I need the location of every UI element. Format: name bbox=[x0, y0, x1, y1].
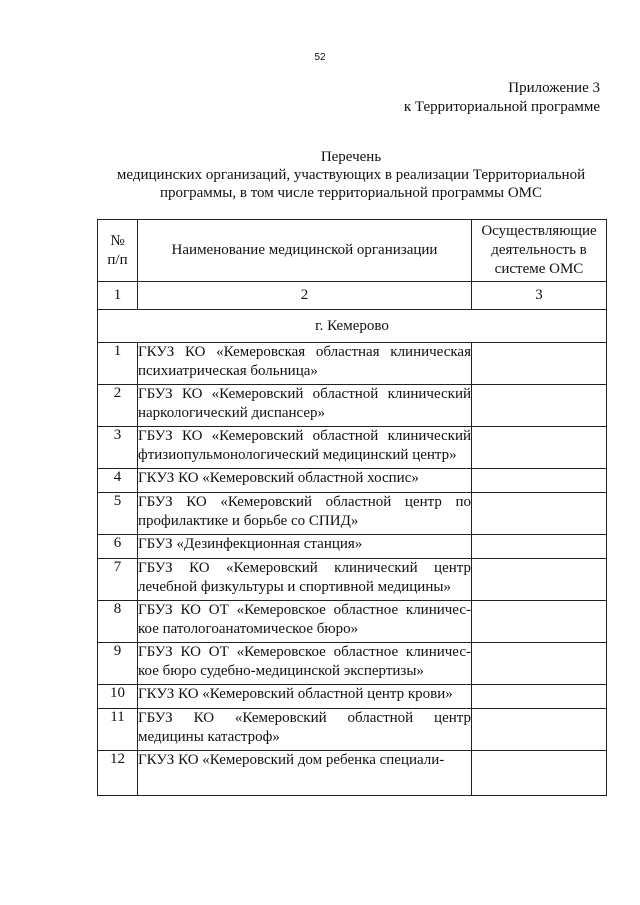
oms-cell bbox=[472, 469, 607, 493]
oms-cell bbox=[472, 685, 607, 709]
oms-cell bbox=[472, 559, 607, 601]
table-row bbox=[98, 601, 607, 643]
column-number: 1 bbox=[98, 282, 138, 310]
table-row bbox=[98, 559, 607, 601]
oms-cell bbox=[472, 493, 607, 535]
table-header-row bbox=[98, 220, 607, 282]
appendix-line-1: Приложение 3 bbox=[508, 80, 600, 96]
appendix-header bbox=[404, 79, 600, 117]
organization-name: ГБУЗ КО «Кемеровский областной центр по профилактике и борьбе со СПИД» bbox=[138, 493, 472, 535]
table-row bbox=[98, 535, 607, 559]
row-number: 6 bbox=[98, 535, 138, 559]
organization-name: ГБУЗ КО «Кемеровский областной клинический наркологический диспансер» bbox=[138, 385, 472, 427]
column-number: 2 bbox=[138, 282, 472, 310]
page-number: 52 bbox=[314, 52, 326, 63]
oms-cell bbox=[472, 385, 607, 427]
organization-name: ГКУЗ КО «Кемеровская областная клиническая психиатрическая больница» bbox=[138, 343, 472, 385]
oms-cell bbox=[472, 601, 607, 643]
title-line-2: медицинских организаций, участвующих в реализации Территориальной bbox=[116, 167, 586, 183]
header-number bbox=[98, 220, 138, 282]
row-number: 4 bbox=[98, 469, 138, 493]
organization-name: ГБУЗ КО «Кемеровский областной клинический фтизиопульмонологический медицинский центр» bbox=[138, 427, 472, 469]
table-row bbox=[98, 469, 607, 493]
row-number: 8 bbox=[98, 601, 138, 643]
organization-name: ГКУЗ КО «Кемеровский областной хоспис» bbox=[138, 469, 472, 493]
table-row bbox=[98, 709, 607, 751]
row-number: 7 bbox=[98, 559, 138, 601]
row-number: 2 bbox=[98, 385, 138, 427]
header-number-label: № п/п bbox=[107, 232, 128, 268]
appendix-line-2: к Территориальной программе bbox=[403, 99, 600, 115]
title-line-3: программы, в том числе территориальной программы ОМС bbox=[159, 185, 543, 201]
oms-cell bbox=[472, 427, 607, 469]
table-row bbox=[98, 385, 607, 427]
row-number: 9 bbox=[98, 643, 138, 685]
header-name: Наименование медицинской организации bbox=[138, 220, 472, 282]
oms-cell bbox=[472, 535, 607, 559]
row-number: 10 bbox=[98, 685, 138, 709]
column-number: 3 bbox=[472, 282, 607, 310]
row-number: 3 bbox=[98, 427, 138, 469]
oms-cell bbox=[472, 709, 607, 751]
organization-name: ГКУЗ КО «Кемеровский областной центр крови» bbox=[138, 685, 472, 709]
document-title bbox=[96, 148, 606, 202]
organization-name: ГБУЗ КО «Кемеровский клинический центр лечебной физкультуры и спортивной медицины» bbox=[138, 559, 472, 601]
table-row bbox=[98, 685, 607, 709]
header-oms: Осуществляющие деятельность в системе ОМС bbox=[472, 220, 607, 282]
table-row bbox=[98, 751, 607, 796]
table-row bbox=[98, 343, 607, 385]
row-number: 5 bbox=[98, 493, 138, 535]
row-number: 1 bbox=[98, 343, 138, 385]
organization-name: ГКУЗ КО «Кемеровский дом ребенка специали- bbox=[138, 751, 472, 796]
organization-name: ГБУЗ КО ОТ «Кемеровское областное клиничес-кое патологоанатомическое бюро» bbox=[138, 601, 472, 643]
organization-name: ГБУЗ «Дезинфекционная станция» bbox=[138, 535, 472, 559]
title-line-1: Перечень bbox=[320, 149, 382, 165]
section-title: г. Кемерово bbox=[98, 310, 607, 343]
oms-cell bbox=[472, 643, 607, 685]
table-row bbox=[98, 427, 607, 469]
section-row bbox=[98, 310, 607, 343]
table-row bbox=[98, 493, 607, 535]
organizations-table bbox=[97, 219, 607, 796]
column-number-row bbox=[98, 282, 607, 310]
organization-name: ГБУЗ КО «Кемеровский областной центр медицины катастроф» bbox=[138, 709, 472, 751]
oms-cell bbox=[472, 751, 607, 796]
table-row bbox=[98, 643, 607, 685]
organization-name: ГБУЗ КО ОТ «Кемеровское областное клиничес-кое бюро судебно-медицинской экспертизы» bbox=[138, 643, 472, 685]
row-number: 11 bbox=[98, 709, 138, 751]
oms-cell bbox=[472, 343, 607, 385]
row-number: 12 bbox=[98, 751, 138, 796]
